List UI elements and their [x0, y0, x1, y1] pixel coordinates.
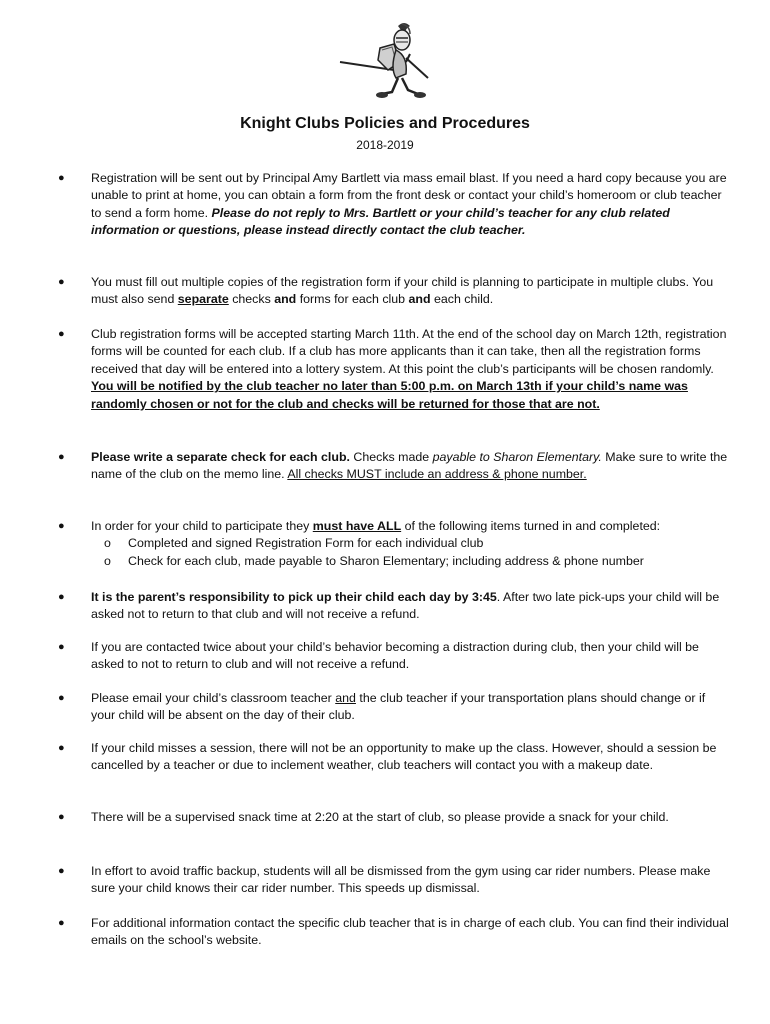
policy-item-registration [58, 170, 730, 240]
bullet-icon: ● [58, 641, 65, 653]
sub-bullet-icon: o [104, 553, 111, 568]
policy-text: Registration will be sent out by Principal Amy Bartlett via mass email blast. If you need a hard copy because you are unable to print at home, you can obtain a form from the front desk or contact your child’s homeroom or club teacher to send a form home. Please do not reply to Mrs. Bartlett or your child’s teacher for any club related information or questions, please instead directly contact the club teacher. [91, 171, 727, 238]
policy-text: In order for your child to participate they must have ALL of the following items turned in and completed: [91, 519, 661, 533]
policy-text: If your child misses a session, there will not be an opportunity to make up the class. However, should a session be cancelled by a teacher or due to inclement weather, club teachers will contact you with a makeup date. [91, 741, 717, 773]
policy-item-missed-session [58, 740, 730, 775]
policy-item-contact [58, 915, 730, 950]
policy-item-multiple-forms [58, 274, 730, 309]
policy-item-requirements [58, 518, 730, 570]
bullet-icon: ● [58, 811, 65, 823]
policy-text: In effort to avoid traffic backup, students will all be dismissed from the gym using car rider numbers. Please make sure your child knows their car rider number. This speeds up dismissal. [91, 864, 711, 896]
bullet-icon: ● [58, 865, 65, 877]
policy-text: Club registration forms will be accepted starting March 11th. At the end of the school day on March 12th, registration forms will be counted for each club. If a club has more applicants than it can take, then all the registration forms received that day will be entered into a lottery system. At this point the club’s participants will be chosen randomly. You will be notified by the club teacher no later than 5:00 p.m. on March 13th if your child’s name was randomly chosen or not for the club and checks will be returned for those that are not. [91, 327, 727, 411]
policy-item-behavior [58, 639, 730, 674]
school-year: 2018-2019 [356, 138, 414, 152]
policy-item-checks [58, 449, 730, 484]
bullet-icon: ● [58, 276, 65, 288]
policy-item-snack [58, 809, 730, 826]
sub-bullet-icon: o [104, 536, 111, 551]
policy-text: If you are contacted twice about your child’s behavior becoming a distraction during club, then your child will be asked to not to return to club and will not receive a refund. [91, 640, 699, 672]
bullet-icon: ● [58, 328, 65, 340]
bullet-icon: ● [58, 172, 65, 184]
bullet-icon: ● [58, 742, 65, 754]
policy-item-dismissal [58, 863, 730, 898]
policy-item-pickup [58, 589, 730, 624]
policy-text: It is the parent’s responsibility to pick up their child each day by 3:45. After two late pick-ups your child will be asked not to return to that club and will not receive a refund. [91, 590, 720, 622]
policy-item-transportation [58, 690, 730, 725]
policy-text: You must fill out multiple copies of the registration form if your child is planning to participate in multiple clubs. You must also send separate checks and forms for each club and each child. [91, 275, 714, 307]
policy-text: There will be a supervised snack time at 2:20 at the start of club, so please provide a snack for your child. [91, 810, 669, 824]
bullet-icon: ● [58, 917, 65, 929]
page-title: Knight Clubs Policies and Procedures [240, 115, 530, 132]
policy-text: For additional information contact the specific club teacher that is in charge of each club. You can find their individual emails on the school’s website. [91, 916, 729, 948]
knight-mascot-icon [336, 18, 436, 108]
bullet-icon: ● [58, 451, 65, 463]
bullet-icon: ● [58, 692, 65, 704]
policy-text: Please email your child’s classroom teacher and the club teacher if your transportation plans should change or if your child will be absent on the day of their club. [91, 691, 706, 723]
policy-item-lottery [58, 326, 730, 413]
policy-text: Please write a separate check for each club. Checks made payable to Sharon Elementary. Make sure to write the name of the club on the memo line. All checks MUST include an address & phone number. [91, 450, 728, 482]
bullet-icon: ● [58, 520, 65, 532]
sub-list-item: o Check for each club, made payable to Sharon Elementary; including address & phone number [104, 553, 730, 570]
bullet-icon: ● [58, 591, 65, 603]
sub-list-item: o Completed and signed Registration Form for each individual club [104, 535, 730, 552]
